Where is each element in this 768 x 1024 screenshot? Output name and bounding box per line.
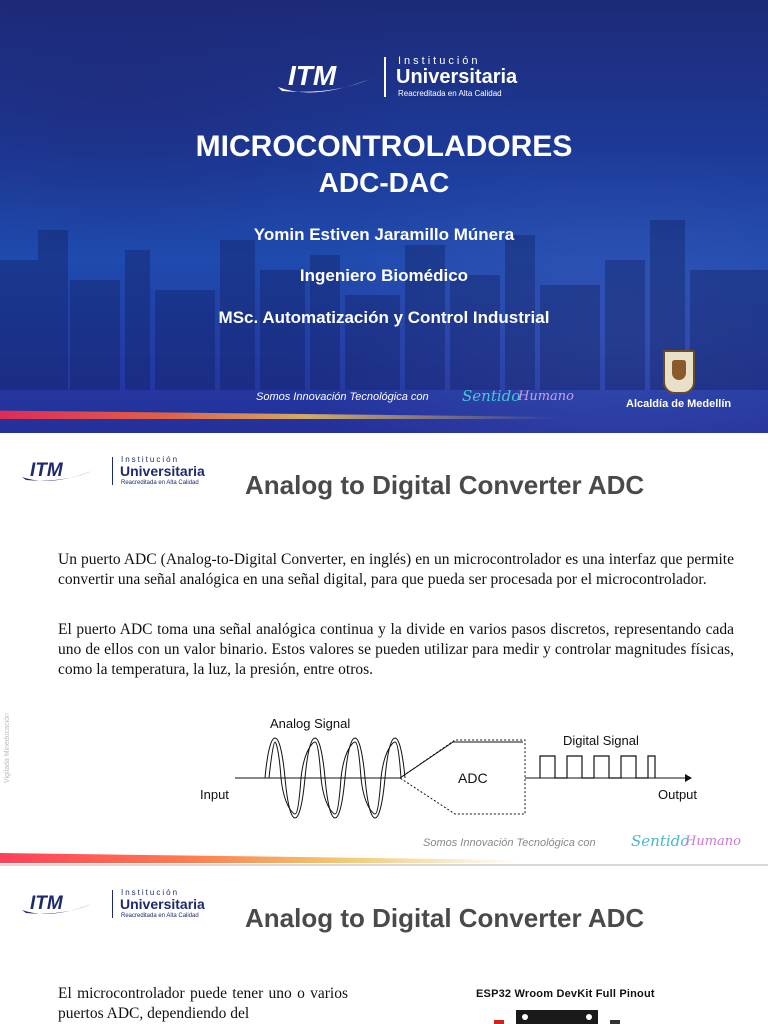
logo-institucion: Institución xyxy=(398,55,481,67)
title-line-2: ADC-DAC xyxy=(318,167,450,198)
itm-logo-icon xyxy=(20,457,94,485)
decorative-gradient-bar xyxy=(0,853,520,863)
slogan-humano: Humano xyxy=(685,834,741,849)
itm-logo-icon xyxy=(20,890,94,918)
adc-diagram xyxy=(195,716,715,826)
logo-divider xyxy=(384,57,386,97)
logo-universitaria: Universitaria xyxy=(120,896,205,912)
slide-title: Analog to Digital Converter ADC xyxy=(245,903,645,933)
alcaldia-shield-icon xyxy=(663,350,695,394)
adc-label: ADC xyxy=(458,770,488,786)
logo-reacreditada: Reacreditada en Alta Calidad xyxy=(398,89,502,98)
itm-logo xyxy=(274,55,536,101)
adc-intro-slide xyxy=(0,433,768,866)
adc-ports-slide xyxy=(0,866,768,1024)
title-slide xyxy=(0,0,768,433)
esp32-board-image xyxy=(516,1010,598,1024)
logo-universitaria: Universitaria xyxy=(396,66,518,88)
author-msc: MSc. Automatización y Control Industrial xyxy=(218,308,550,327)
title-line-1: MICROCONTROLADORES xyxy=(195,130,573,163)
slogan-sentido: Sentido xyxy=(462,387,521,405)
slogan-text: Somos Innovación Tecnológica con xyxy=(256,391,429,403)
slogan-text: Somos Innovación Tecnológica con xyxy=(423,837,596,849)
pin-marker-dark xyxy=(610,1020,620,1024)
author-degree: Ingeniero Biomédico xyxy=(299,266,469,285)
logo-divider xyxy=(112,457,113,485)
pin-marker-red xyxy=(494,1020,504,1024)
logo-institucion: Institución xyxy=(121,888,180,897)
itm-logo xyxy=(20,886,205,920)
paragraph-1: Un puerto ADC (Analog-to-Digital Converter, en inglés) en un microcontrolador es una interfaz que permite convertir una señal analógica en una señal digital, para que pueda ser procesada por el microcontrolador. xyxy=(58,551,734,588)
output-arrow-icon xyxy=(685,774,692,782)
itm-mark-text: ITM xyxy=(30,893,63,914)
pinout-title: ESP32 Wroom DevKit Full Pinout xyxy=(476,988,655,1000)
paragraph-1: El microcontrolador puede tener uno o varios puertos ADC, dependiendo del xyxy=(58,985,348,1022)
itm-mark-text: ITM xyxy=(288,60,337,91)
logo-institucion: Institución xyxy=(121,455,180,464)
vertical-watermark: Vigilada Mineducación xyxy=(4,713,11,783)
analog-signal-label: Analog Signal xyxy=(270,716,351,731)
logo-divider xyxy=(112,890,113,918)
itm-mark-text: ITM xyxy=(30,460,63,481)
slogan-sentido: Sentido xyxy=(631,832,690,850)
digital-signal-wave xyxy=(540,756,655,778)
input-label: Input xyxy=(200,787,229,802)
author-name: Yomin Estiven Jaramillo Múnera xyxy=(253,225,515,244)
slide-title: Analog to Digital Converter ADC xyxy=(245,470,645,500)
slogan-humano: Humano xyxy=(518,389,574,404)
digital-signal-label: Digital Signal xyxy=(563,733,639,748)
itm-logo-icon xyxy=(274,57,374,99)
decorative-gradient-bar xyxy=(0,405,560,419)
itm-logo xyxy=(20,453,205,487)
alcaldia-name: Alcaldía de Medellín xyxy=(626,398,732,410)
logo-reacreditada: Reacreditada en Alta Calidad xyxy=(121,913,199,919)
logo-reacreditada: Reacreditada en Alta Calidad xyxy=(121,480,199,486)
output-label: Output xyxy=(658,787,698,802)
logo-universitaria: Universitaria xyxy=(120,463,205,479)
paragraph-2: El puerto ADC toma una señal analógica continua y la divide en varios pasos discretos, representando cada uno de ellos con un valor binario. Estos valores se pueden utilizar para medir y controlar magnitudes físicas, como la temperatura, la luz, la presión, entre otros. xyxy=(58,621,734,678)
